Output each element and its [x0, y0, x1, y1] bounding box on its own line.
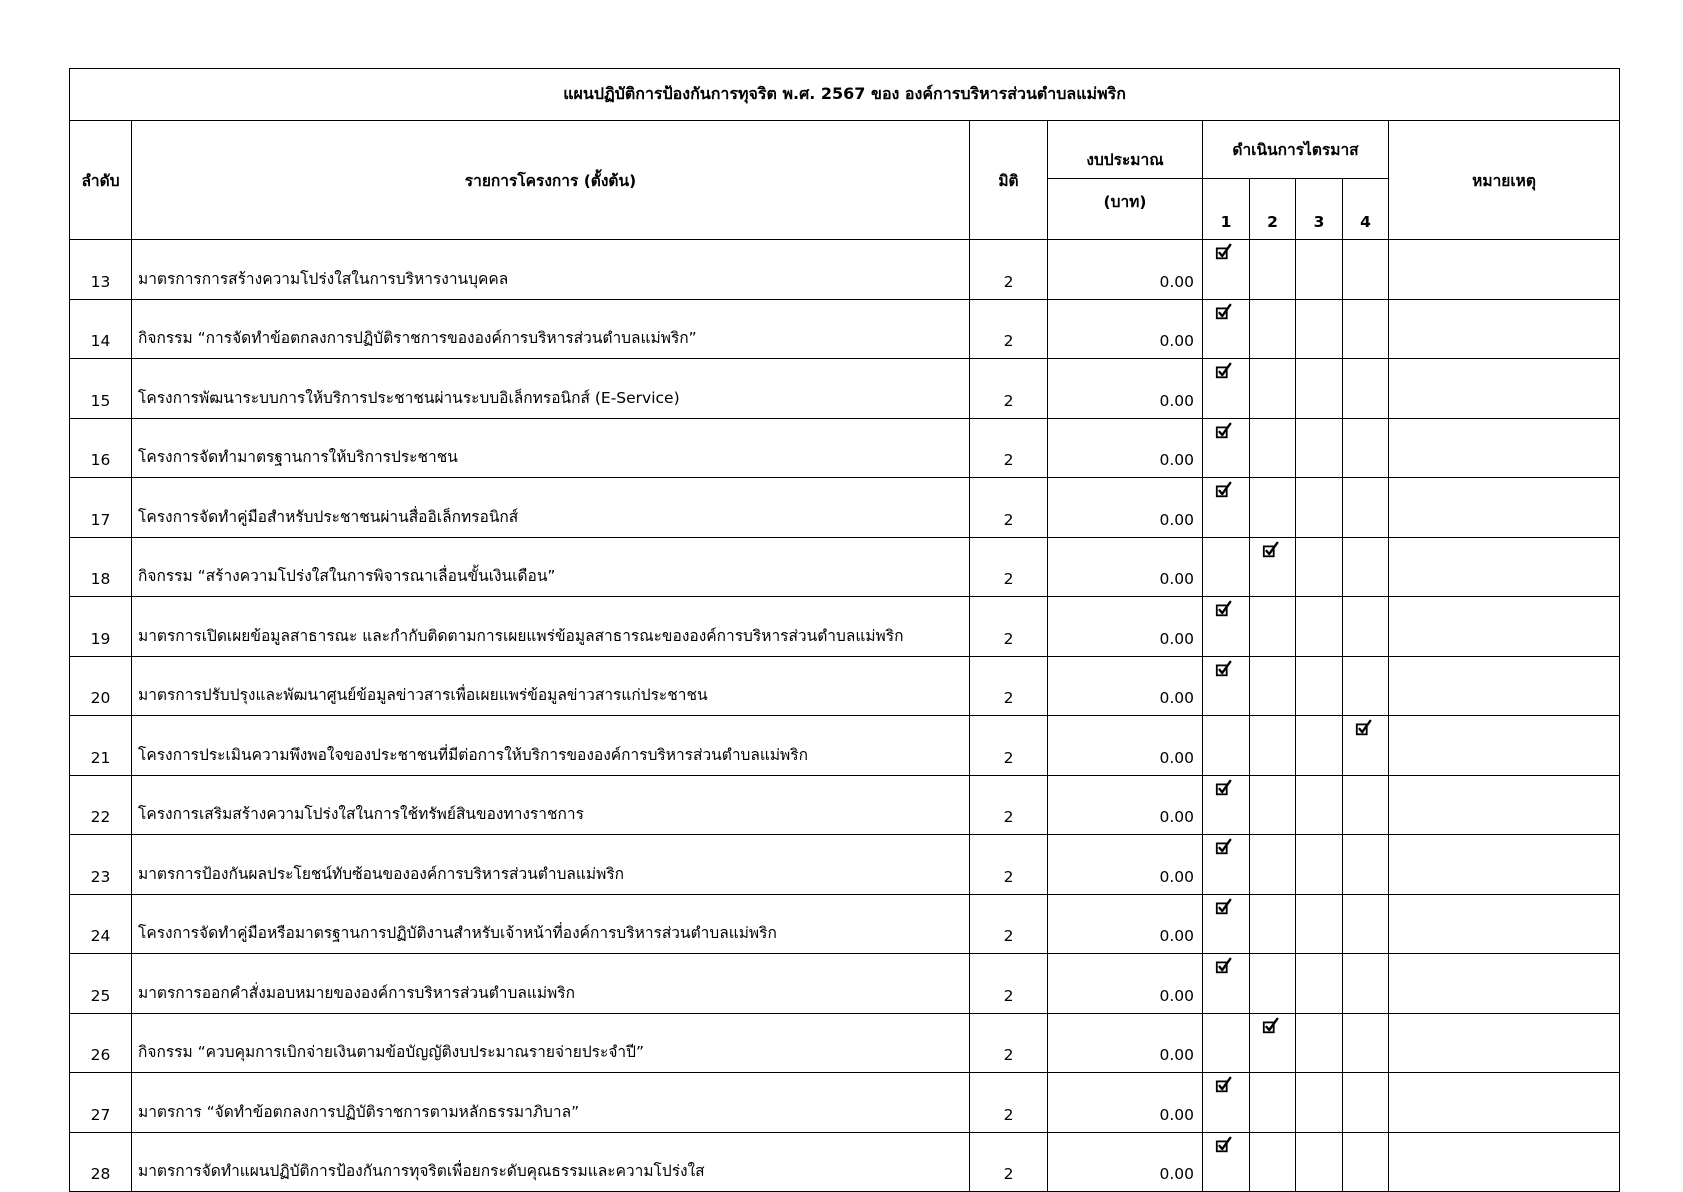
- header-quarter-1: 1: [1203, 179, 1250, 240]
- checked-box-icon: [1215, 660, 1233, 678]
- row-note: [1389, 894, 1620, 954]
- quarter-4-cell: [1343, 716, 1389, 776]
- quarter-4-cell: [1343, 597, 1389, 657]
- row-budget: 0.00: [1048, 656, 1203, 716]
- row-project-name: มาตรการการสร้างความโปร่งใสในการบริหารงานบุคคล: [132, 240, 970, 300]
- checked-box-icon: [1215, 422, 1233, 440]
- row-project-name: มาตรการเปิดเผยข้อมูลสาธารณะ และกำกับติดตามการเผยแพร่ข้อมูลสาธารณะขององค์การบริหารส่วนตำบลแม่พริก: [132, 597, 970, 657]
- quarter-4-cell: [1343, 240, 1389, 300]
- checked-box-icon: [1215, 838, 1233, 856]
- table-row: [70, 954, 1620, 1014]
- row-budget: 0.00: [1048, 418, 1203, 478]
- quarter-2-cell: [1250, 894, 1296, 954]
- row-budget: 0.00: [1048, 894, 1203, 954]
- quarter-1-cell: [1203, 537, 1250, 597]
- quarter-4-cell: [1343, 656, 1389, 716]
- row-project-name: มาตรการออกคำสั่งมอบหมายขององค์การบริหารส่วนตำบลแม่พริก: [132, 954, 970, 1014]
- quarter-4-cell: [1343, 537, 1389, 597]
- row-dimension: 2: [970, 656, 1048, 716]
- quarter-4-cell: [1343, 478, 1389, 538]
- quarter-3-cell: [1296, 359, 1343, 419]
- row-dimension: 2: [970, 597, 1048, 657]
- quarter-4-cell: [1343, 418, 1389, 478]
- table-row: [70, 240, 1620, 300]
- quarter-3-cell: [1296, 954, 1343, 1014]
- table-row: [70, 299, 1620, 359]
- row-budget: 0.00: [1048, 299, 1203, 359]
- quarter-4-cell: [1343, 1073, 1389, 1133]
- row-order: 24: [70, 894, 132, 954]
- row-project-name: โครงการประเมินความพึงพอใจของประชาชนที่มีต่อการให้บริการขององค์การบริหารส่วนตำบลแม่พริก: [132, 716, 970, 776]
- row-project-name: โครงการเสริมสร้างความโปร่งใสในการใช้ทรัพย์สินของทางราชการ: [132, 775, 970, 835]
- row-dimension: 2: [970, 775, 1048, 835]
- quarter-1-cell: [1203, 597, 1250, 657]
- row-order: 23: [70, 835, 132, 895]
- checked-box-icon: [1215, 957, 1233, 975]
- row-note: [1389, 1013, 1620, 1073]
- row-dimension: 2: [970, 894, 1048, 954]
- row-budget: 0.00: [1048, 597, 1203, 657]
- row-dimension: 2: [970, 240, 1048, 300]
- quarter-3-cell: [1296, 894, 1343, 954]
- row-budget: 0.00: [1048, 775, 1203, 835]
- header-quarter-4: 4: [1343, 179, 1389, 240]
- row-order: 21: [70, 716, 132, 776]
- row-order: 19: [70, 597, 132, 657]
- quarter-2-cell: [1250, 1073, 1296, 1133]
- row-dimension: 2: [970, 299, 1048, 359]
- quarter-3-cell: [1296, 418, 1343, 478]
- table-title: แผนปฏิบัติการป้องกันการทุจริต พ.ศ. 2567 ของ องค์การบริหารส่วนตำบลแม่พริก: [70, 69, 1620, 121]
- row-order: 20: [70, 656, 132, 716]
- row-order: 13: [70, 240, 132, 300]
- row-budget: 0.00: [1048, 1073, 1203, 1133]
- quarter-3-cell: [1296, 299, 1343, 359]
- checked-box-icon: [1262, 541, 1280, 559]
- checked-box-icon: [1355, 719, 1373, 737]
- row-note: [1389, 954, 1620, 1014]
- row-note: [1389, 359, 1620, 419]
- quarter-2-cell: [1250, 299, 1296, 359]
- row-dimension: 2: [970, 359, 1048, 419]
- row-budget: 0.00: [1048, 478, 1203, 538]
- row-dimension: 2: [970, 835, 1048, 895]
- row-order: 16: [70, 418, 132, 478]
- row-dimension: 2: [970, 1013, 1048, 1073]
- table-row: [70, 894, 1620, 954]
- row-order: 17: [70, 478, 132, 538]
- quarter-1-cell: [1203, 1013, 1250, 1073]
- quarter-3-cell: [1296, 1132, 1343, 1192]
- row-project-name: โครงการพัฒนาระบบการให้บริการประชาชนผ่านระบบอิเล็กทรอนิกส์ (E-Service): [132, 359, 970, 419]
- row-project-name: กิจกรรม “สร้างความโปร่งใสในการพิจารณาเลื่อนขั้นเงินเดือน”: [132, 537, 970, 597]
- checked-box-icon: [1215, 362, 1233, 380]
- quarter-2-cell: [1250, 478, 1296, 538]
- table-row: [70, 1132, 1620, 1192]
- row-note: [1389, 299, 1620, 359]
- quarter-2-cell: [1250, 716, 1296, 776]
- quarter-2-cell: [1250, 359, 1296, 419]
- quarter-2-cell: [1250, 1013, 1296, 1073]
- row-project-name: มาตรการ “จัดทำข้อตกลงการปฏิบัติราชการตามหลักธรรมาภิบาล”: [132, 1073, 970, 1133]
- row-project-name: มาตรการจัดทำแผนปฏิบัติการป้องกันการทุจริตเพื่อยกระดับคุณธรรมและความโปร่งใส: [132, 1132, 970, 1192]
- row-budget: 0.00: [1048, 716, 1203, 776]
- row-dimension: 2: [970, 954, 1048, 1014]
- row-budget: 0.00: [1048, 359, 1203, 419]
- table-row: [70, 1013, 1620, 1073]
- row-order: 27: [70, 1073, 132, 1133]
- header-note: หมายเหตุ: [1389, 121, 1620, 240]
- quarter-4-cell: [1343, 359, 1389, 419]
- table-row: [70, 359, 1620, 419]
- checked-box-icon: [1215, 243, 1233, 261]
- row-dimension: 2: [970, 1073, 1048, 1133]
- row-note: [1389, 1073, 1620, 1133]
- quarter-4-cell: [1343, 1132, 1389, 1192]
- row-budget: 0.00: [1048, 1132, 1203, 1192]
- quarter-1-cell: [1203, 1132, 1250, 1192]
- row-dimension: 2: [970, 418, 1048, 478]
- checked-box-icon: [1215, 1136, 1233, 1154]
- quarter-1-cell: [1203, 835, 1250, 895]
- quarter-4-cell: [1343, 835, 1389, 895]
- table-body: [70, 240, 1620, 1192]
- quarter-3-cell: [1296, 656, 1343, 716]
- row-note: [1389, 775, 1620, 835]
- quarter-2-cell: [1250, 537, 1296, 597]
- header-quarter-2: 2: [1250, 179, 1296, 240]
- table-row: [70, 537, 1620, 597]
- table-row: [70, 597, 1620, 657]
- quarter-1-cell: [1203, 954, 1250, 1014]
- quarter-4-cell: [1343, 775, 1389, 835]
- table-row: [70, 775, 1620, 835]
- checked-box-icon: [1215, 779, 1233, 797]
- header-budget: [1048, 121, 1203, 179]
- row-order: 25: [70, 954, 132, 1014]
- quarter-1-cell: [1203, 775, 1250, 835]
- row-note: [1389, 418, 1620, 478]
- header-dimension: มิติ: [970, 121, 1048, 240]
- quarter-1-cell: [1203, 1073, 1250, 1133]
- checked-box-icon: [1215, 1076, 1233, 1094]
- quarter-4-cell: [1343, 894, 1389, 954]
- row-budget: 0.00: [1048, 1013, 1203, 1073]
- table-row: [70, 418, 1620, 478]
- table-row: [70, 835, 1620, 895]
- quarter-2-cell: [1250, 954, 1296, 1014]
- row-order: 22: [70, 775, 132, 835]
- row-order: 26: [70, 1013, 132, 1073]
- quarter-1-cell: [1203, 359, 1250, 419]
- row-note: [1389, 656, 1620, 716]
- quarter-4-cell: [1343, 1013, 1389, 1073]
- row-dimension: 2: [970, 716, 1048, 776]
- header-project: รายการโครงการ (ตั้งต้น): [132, 121, 970, 240]
- row-project-name: กิจกรรม “ควบคุมการเบิกจ่ายเงินตามข้อบัญญัติงบประมาณรายจ่ายประจำปี”: [132, 1013, 970, 1073]
- header-order: ลำดับ: [70, 121, 132, 240]
- row-project-name: โครงการจัดทำมาตรฐานการให้บริการประชาชน: [132, 418, 970, 478]
- quarter-1-cell: [1203, 716, 1250, 776]
- row-budget: 0.00: [1048, 954, 1203, 1014]
- row-order: 15: [70, 359, 132, 419]
- quarter-1-cell: [1203, 478, 1250, 538]
- table-row: [70, 716, 1620, 776]
- quarter-1-cell: [1203, 240, 1250, 300]
- quarter-2-cell: [1250, 240, 1296, 300]
- quarter-3-cell: [1296, 478, 1343, 538]
- quarter-3-cell: [1296, 716, 1343, 776]
- quarter-2-cell: [1250, 1132, 1296, 1192]
- quarter-1-cell: [1203, 299, 1250, 359]
- anti-corruption-plan-table: [69, 68, 1620, 1192]
- checked-box-icon: [1215, 600, 1233, 618]
- row-dimension: 2: [970, 478, 1048, 538]
- row-budget: 0.00: [1048, 537, 1203, 597]
- quarter-3-cell: [1296, 1073, 1343, 1133]
- row-project-name: โครงการจัดทำคู่มือสำหรับประชาชนผ่านสื่ออิเล็กทรอนิกส์: [132, 478, 970, 538]
- row-dimension: 2: [970, 537, 1048, 597]
- header-quarter-group: ดำเนินการไตรมาส: [1203, 121, 1389, 179]
- row-note: [1389, 835, 1620, 895]
- quarter-2-cell: [1250, 835, 1296, 895]
- row-note: [1389, 597, 1620, 657]
- row-project-name: กิจกรรม “การจัดทำข้อตกลงการปฏิบัติราชการขององค์การบริหารส่วนตำบลแม่พริก”: [132, 299, 970, 359]
- row-project-name: มาตรการป้องกันผลประโยชน์ทับซ้อนขององค์การบริหารส่วนตำบลแม่พริก: [132, 835, 970, 895]
- row-budget: 0.00: [1048, 240, 1203, 300]
- row-note: [1389, 716, 1620, 776]
- checked-box-icon: [1215, 898, 1233, 916]
- header-quarter-3: 3: [1296, 179, 1343, 240]
- row-dimension: 2: [970, 1132, 1048, 1192]
- checked-box-icon: [1215, 481, 1233, 499]
- quarter-3-cell: [1296, 240, 1343, 300]
- row-order: 14: [70, 299, 132, 359]
- quarter-2-cell: [1250, 418, 1296, 478]
- quarter-1-cell: [1203, 418, 1250, 478]
- row-note: [1389, 478, 1620, 538]
- checked-box-icon: [1262, 1017, 1280, 1035]
- quarter-2-cell: [1250, 775, 1296, 835]
- row-order: 28: [70, 1132, 132, 1192]
- quarter-4-cell: [1343, 954, 1389, 1014]
- quarter-2-cell: [1250, 656, 1296, 716]
- quarter-3-cell: [1296, 537, 1343, 597]
- checked-box-icon: [1215, 303, 1233, 321]
- quarter-4-cell: [1343, 299, 1389, 359]
- quarter-3-cell: [1296, 597, 1343, 657]
- quarter-1-cell: [1203, 894, 1250, 954]
- row-note: [1389, 240, 1620, 300]
- quarter-2-cell: [1250, 597, 1296, 657]
- header-budget-line1: งบประมาณ: [1086, 151, 1164, 169]
- row-budget: 0.00: [1048, 835, 1203, 895]
- header-budget-unit: (บาท): [1048, 179, 1203, 240]
- quarter-1-cell: [1203, 656, 1250, 716]
- table-row: [70, 478, 1620, 538]
- quarter-3-cell: [1296, 835, 1343, 895]
- row-project-name: มาตรการปรับปรุงและพัฒนาศูนย์ข้อมูลข่าวสารเพื่อเผยแพร่ข้อมูลข่าวสารแก่ประชาชน: [132, 656, 970, 716]
- row-order: 18: [70, 537, 132, 597]
- quarter-3-cell: [1296, 775, 1343, 835]
- row-note: [1389, 537, 1620, 597]
- table-row: [70, 656, 1620, 716]
- row-project-name: โครงการจัดทำคู่มือหรือมาตรฐานการปฏิบัติงานสำหรับเจ้าหน้าที่องค์การบริหารส่วนตำบลแม่พริก: [132, 894, 970, 954]
- quarter-3-cell: [1296, 1013, 1343, 1073]
- table-row: [70, 1073, 1620, 1133]
- row-note: [1389, 1132, 1620, 1192]
